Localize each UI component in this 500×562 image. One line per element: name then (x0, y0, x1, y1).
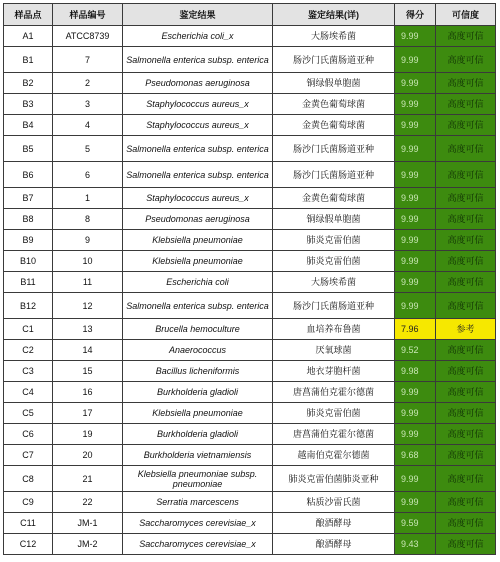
cell-site: A1 (4, 26, 53, 47)
cell-species-detail: 铜绿假单胞菌 (273, 209, 395, 230)
table-row (4, 513, 496, 534)
cell-species-detail: 金黄色葡萄球菌 (273, 115, 395, 136)
cell-species: Salmonella enterica subsp. enterica (123, 293, 273, 319)
cell-sample-id: 12 (53, 293, 123, 319)
table-row (4, 251, 496, 272)
cell-site: B6 (4, 162, 53, 188)
table-row (4, 73, 496, 94)
cell-species: Saccharomyces cerevisiae_x (123, 513, 273, 534)
cell-confidence: 高度可信 (436, 251, 496, 272)
cell-species: Burkholderia vietnamiensis (123, 445, 273, 466)
cell-site: C1 (4, 319, 53, 340)
cell-species-detail: 大肠埃希菌 (273, 26, 395, 47)
cell-sample-id: 20 (53, 445, 123, 466)
cell-site: B12 (4, 293, 53, 319)
table-row (4, 340, 496, 361)
table-row (4, 47, 496, 73)
header-sample-id: 样品编号 (53, 4, 123, 26)
cell-confidence: 高度可信 (436, 492, 496, 513)
cell-score: 9.99 (395, 293, 436, 319)
cell-site: B1 (4, 47, 53, 73)
cell-confidence: 高度可信 (436, 162, 496, 188)
cell-score: 9.99 (395, 73, 436, 94)
cell-species: Staphylococcus aureus_x (123, 115, 273, 136)
cell-site: B9 (4, 230, 53, 251)
table-row (4, 293, 496, 319)
results-sheet (3, 3, 495, 558)
cell-site: B4 (4, 115, 53, 136)
cell-confidence: 高度可信 (436, 382, 496, 403)
cell-species: Serratia marcescens (123, 492, 273, 513)
cell-species-detail: 厌氧球菌 (273, 340, 395, 361)
cell-species: Salmonella enterica subsp. enterica (123, 162, 273, 188)
cell-site: C4 (4, 382, 53, 403)
cell-sample-id: 5 (53, 136, 123, 162)
cell-score: 9.99 (395, 162, 436, 188)
cell-confidence: 高度可信 (436, 47, 496, 73)
cell-species-detail: 粘质沙雷氏菌 (273, 492, 395, 513)
cell-species-detail: 金黄色葡萄球菌 (273, 188, 395, 209)
cell-species: Klebsiella pneumoniae (123, 230, 273, 251)
cell-species-detail: 肠沙门氏菌肠道亚种 (273, 47, 395, 73)
table-body (4, 26, 496, 555)
cell-species-detail: 肺炎克雷伯菌 (273, 230, 395, 251)
table-row (4, 424, 496, 445)
cell-species-detail: 肺炎克雷伯菌 (273, 251, 395, 272)
cell-species: Burkholderia gladioli (123, 424, 273, 445)
cell-score: 9.99 (395, 94, 436, 115)
cell-score: 9.99 (395, 230, 436, 251)
table-row (4, 188, 496, 209)
cell-score: 9.99 (395, 251, 436, 272)
cell-sample-id: 15 (53, 361, 123, 382)
table-row (4, 361, 496, 382)
cell-species: Saccharomyces cerevisiae_x (123, 534, 273, 555)
cell-species: Pseudomonas aeruginosa (123, 209, 273, 230)
cell-species-detail: 金黄色葡萄球菌 (273, 94, 395, 115)
cell-species-detail: 越南伯克霍尔德菌 (273, 445, 395, 466)
cell-score: 9.99 (395, 188, 436, 209)
cell-site: C3 (4, 361, 53, 382)
cell-species-detail: 肠沙门氏菌肠道亚种 (273, 293, 395, 319)
cell-species-detail: 铜绿假单胞菌 (273, 73, 395, 94)
cell-site: C9 (4, 492, 53, 513)
cell-confidence: 高度可信 (436, 272, 496, 293)
table-row (4, 26, 496, 47)
cell-confidence: 高度可信 (436, 445, 496, 466)
cell-confidence: 高度可信 (436, 136, 496, 162)
cell-species: Staphylococcus aureus_x (123, 94, 273, 115)
cell-confidence: 高度可信 (436, 94, 496, 115)
header-result: 鉴定结果 (123, 4, 273, 26)
cell-species-detail: 肺炎克雷伯菌肺炎亚种 (273, 466, 395, 492)
table-row (4, 382, 496, 403)
cell-sample-id: 1 (53, 188, 123, 209)
cell-sample-id: 19 (53, 424, 123, 445)
table-row (4, 94, 496, 115)
cell-species-detail: 肠沙门氏菌肠道亚种 (273, 136, 395, 162)
cell-confidence: 高度可信 (436, 26, 496, 47)
table-row (4, 230, 496, 251)
cell-site: C8 (4, 466, 53, 492)
table-row (4, 272, 496, 293)
cell-sample-id: 16 (53, 382, 123, 403)
cell-species-detail: 唐菖蒲伯克霍尔德菌 (273, 382, 395, 403)
table-row (4, 162, 496, 188)
cell-confidence: 高度可信 (436, 466, 496, 492)
table-row (4, 403, 496, 424)
cell-sample-id: 13 (53, 319, 123, 340)
table-row (4, 136, 496, 162)
header-confidence: 可信度 (436, 4, 496, 26)
cell-sample-id: 8 (53, 209, 123, 230)
cell-score: 9.99 (395, 209, 436, 230)
cell-sample-id: 11 (53, 272, 123, 293)
cell-score: 9.98 (395, 361, 436, 382)
identification-results-table (3, 3, 496, 555)
cell-species: Salmonella enterica subsp. enterica (123, 136, 273, 162)
cell-confidence: 高度可信 (436, 340, 496, 361)
cell-site: C11 (4, 513, 53, 534)
table-row (4, 445, 496, 466)
cell-species-detail: 肺炎克雷伯菌 (273, 403, 395, 424)
cell-sample-id: 14 (53, 340, 123, 361)
cell-confidence: 参考 (436, 319, 496, 340)
cell-species: Brucella hemoculture (123, 319, 273, 340)
cell-score: 9.99 (395, 492, 436, 513)
cell-species: Staphylococcus aureus_x (123, 188, 273, 209)
cell-species-detail: 血培养布鲁菌 (273, 319, 395, 340)
cell-site: B7 (4, 188, 53, 209)
header-row (4, 4, 496, 26)
cell-score: 9.59 (395, 513, 436, 534)
cell-score: 9.99 (395, 26, 436, 47)
cell-sample-id: 2 (53, 73, 123, 94)
cell-species: Klebsiella pneumoniae subsp. pneumoniae (123, 466, 273, 492)
cell-site: B2 (4, 73, 53, 94)
cell-score: 9.52 (395, 340, 436, 361)
cell-site: B5 (4, 136, 53, 162)
cell-confidence: 高度可信 (436, 209, 496, 230)
cell-species: Klebsiella pneumoniae (123, 251, 273, 272)
cell-species: Escherichia coli_x (123, 26, 273, 47)
cell-score: 9.99 (395, 272, 436, 293)
cell-confidence: 高度可信 (436, 424, 496, 445)
header-result-detail: 鉴定结果(详) (273, 4, 395, 26)
cell-sample-id: 22 (53, 492, 123, 513)
cell-site: C12 (4, 534, 53, 555)
header-score: 得分 (395, 4, 436, 26)
table-row (4, 209, 496, 230)
cell-score: 9.99 (395, 47, 436, 73)
cell-score: 9.99 (395, 466, 436, 492)
cell-confidence: 高度可信 (436, 403, 496, 424)
cell-species: Burkholderia gladioli (123, 382, 273, 403)
cell-score: 9.99 (395, 136, 436, 162)
cell-species-detail: 大肠埃希菌 (273, 272, 395, 293)
cell-score: 9.99 (395, 403, 436, 424)
cell-confidence: 高度可信 (436, 188, 496, 209)
cell-confidence: 高度可信 (436, 361, 496, 382)
cell-sample-id: 21 (53, 466, 123, 492)
cell-site: C7 (4, 445, 53, 466)
cell-confidence: 高度可信 (436, 230, 496, 251)
cell-score: 9.99 (395, 382, 436, 403)
cell-site: B10 (4, 251, 53, 272)
cell-sample-id: JM-2 (53, 534, 123, 555)
cell-score: 9.99 (395, 424, 436, 445)
table-row (4, 319, 496, 340)
table-row (4, 492, 496, 513)
cell-site: C2 (4, 340, 53, 361)
cell-species: Bacillus licheniformis (123, 361, 273, 382)
table-row (4, 115, 496, 136)
cell-site: B8 (4, 209, 53, 230)
cell-sample-id: 17 (53, 403, 123, 424)
cell-species-detail: 地衣芽胞杆菌 (273, 361, 395, 382)
cell-sample-id: JM-1 (53, 513, 123, 534)
cell-confidence: 高度可信 (436, 534, 496, 555)
cell-species: Salmonella enterica subsp. enterica (123, 47, 273, 73)
cell-species: Pseudomonas aeruginosa (123, 73, 273, 94)
cell-site: B3 (4, 94, 53, 115)
cell-species-detail: 唐菖蒲伯克霍尔德菌 (273, 424, 395, 445)
cell-sample-id: 9 (53, 230, 123, 251)
cell-site: C5 (4, 403, 53, 424)
cell-sample-id: 10 (53, 251, 123, 272)
cell-confidence: 高度可信 (436, 513, 496, 534)
cell-species-detail: 酿酒酵母 (273, 513, 395, 534)
header-site: 样品点 (4, 4, 53, 26)
cell-confidence: 高度可信 (436, 115, 496, 136)
table-row (4, 534, 496, 555)
cell-species-detail: 肠沙门氏菌肠道亚种 (273, 162, 395, 188)
cell-confidence: 高度可信 (436, 293, 496, 319)
cell-sample-id: 6 (53, 162, 123, 188)
cell-species: Anaerococcus (123, 340, 273, 361)
cell-sample-id: ATCC8739 (53, 26, 123, 47)
cell-score: 9.43 (395, 534, 436, 555)
cell-score: 9.68 (395, 445, 436, 466)
cell-score: 7.96 (395, 319, 436, 340)
cell-species: Klebsiella pneumoniae (123, 403, 273, 424)
cell-species-detail: 酿酒酵母 (273, 534, 395, 555)
cell-site: B11 (4, 272, 53, 293)
cell-sample-id: 4 (53, 115, 123, 136)
table-row (4, 466, 496, 492)
cell-sample-id: 3 (53, 94, 123, 115)
cell-species: Escherichia coli (123, 272, 273, 293)
cell-sample-id: 7 (53, 47, 123, 73)
cell-site: C6 (4, 424, 53, 445)
cell-confidence: 高度可信 (436, 73, 496, 94)
cell-score: 9.99 (395, 115, 436, 136)
